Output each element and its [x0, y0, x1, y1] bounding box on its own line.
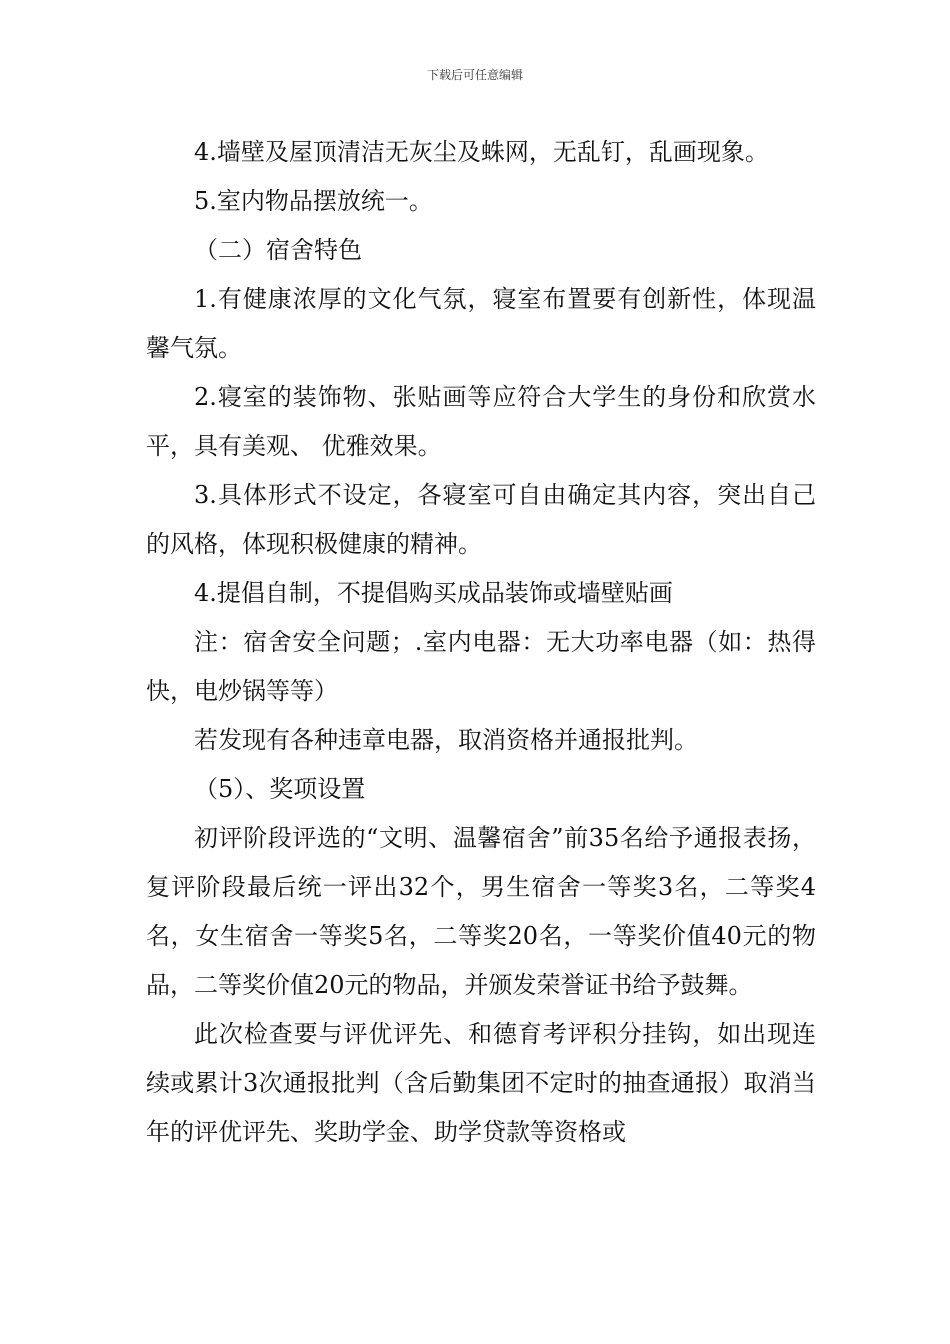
paragraph-items-arrangement: 5.室内物品摆放统一。	[194, 187, 433, 215]
paragraph-safety-note: 注：宿舍安全问题；.室内电器：无大功率电器（如：热得快，电炒锅等等）	[146, 628, 816, 705]
paragraph-award-details: 初评阶段评选的“文明、温馨宿舍”前35名给予通报表扬，复评阶段最后统一评出32个，男生宿舍一等奖3名，二等奖4名，女生宿舍一等奖5名，二等奖20名，一等奖价值40元的物品，二等奖价值20元的物品，并颁发荣誉证书给予鼓舞。	[146, 824, 816, 999]
paragraph-wall-ceiling: 4.墙壁及屋顶清洁无灰尘及蛛网，无乱钉，乱画现象。	[194, 138, 769, 166]
paragraph-format-style: 3.具体形式不设定，各寝室可自由确定其内容，突出自己的风格，体现积极健康的精神。	[146, 481, 816, 558]
section-heading-dorm-features: （二）宿舍特色	[194, 236, 362, 264]
paragraph-culture-atmosphere: 1.有健康浓厚的文化气氛，寝室布置要有创新性，体现温馨气氛。	[146, 285, 816, 362]
document-body	[146, 128, 816, 1157]
paragraph-decorations: 2.寝室的装饰物、张贴画等应符合大学生的身份和欣赏水平，具有美观、 优雅效果。	[146, 383, 816, 460]
section-heading-awards: （5）、奖项设置	[194, 775, 366, 803]
paragraph-self-made: 4.提倡自制，不提倡购买成品装饰或墙壁贴画	[194, 579, 673, 607]
paragraph-evaluation-link: 此次检查要与评优评先、和德育考评积分挂钩，如出现连续或累计3次通报批判（含后勤集团不定时的抽查通报）取消当年的评优评先、奖助学金、助学贷款等资格或	[146, 1020, 816, 1146]
paragraph-violation: 若发现有各种违章电器，取消资格并通报批判。	[194, 726, 698, 754]
page-header-note: 下载后可任意编辑	[426, 68, 523, 82]
